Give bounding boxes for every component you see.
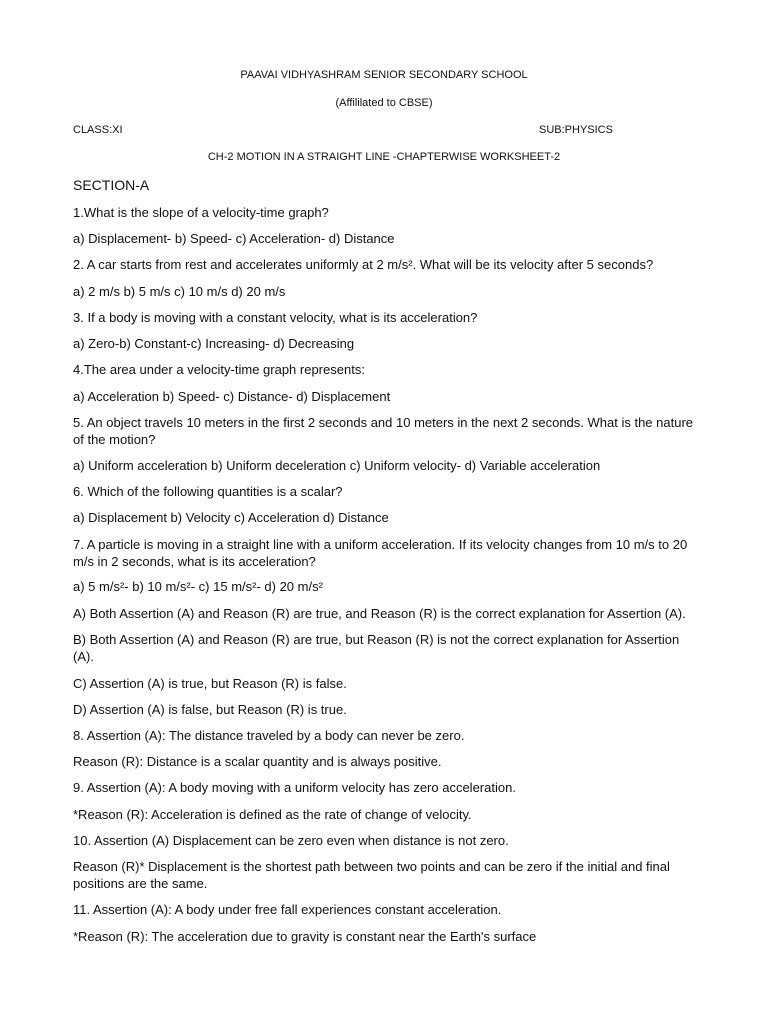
reason-line: Reason (R)* Displacement is the shortest path between two points and can be zero if the initial and final positions are the same.	[73, 859, 670, 891]
question-line: 2. A car starts from rest and accelerates uniformly at 2 m/s². What will be its velocity after 5 seconds?	[73, 257, 654, 272]
assertion-line: 10. Assertion (A) Displacement can be zero even when distance is not zero.	[73, 833, 509, 848]
options-line: a) 2 m/s b) 5 m/s c) 10 m/s d) 20 m/s	[73, 284, 286, 299]
options-line: a) Displacement- b) Speed- c) Acceleration- d) Distance	[73, 231, 395, 246]
assertion-line: 11. Assertion (A): A body under free fall experiences constant acceleration.	[73, 902, 502, 917]
reason-line: *Reason (R): The acceleration due to gravity is constant near the Earth's surface	[73, 929, 537, 944]
reason-line: Reason (R): Distance is a scalar quantity and is always positive.	[73, 754, 442, 769]
class-label: CLASS:XI	[73, 124, 123, 136]
school-name: PAAVAI VIDHYASHRAM SENIOR SECONDARY SCHOOL	[240, 69, 528, 81]
question-line: 6. Which of the following quantities is a scalar?	[73, 484, 343, 499]
options-line: a) Uniform acceleration b) Uniform deceleration c) Uniform velocity- d) Variable acceleration	[73, 458, 601, 473]
options-line: a) Displacement b) Velocity c) Acceleration d) Distance	[73, 510, 389, 525]
question-line: 1.What is the slope of a velocity-time graph?	[73, 205, 329, 220]
assertion-line: 9. Assertion (A): A body moving with a uniform velocity has zero acceleration.	[73, 780, 516, 795]
question-line: 3. If a body is moving with a constant velocity, what is its acceleration?	[73, 310, 478, 325]
assertion-option: B) Both Assertion (A) and Reason (R) are true, but Reason (R) is not the correct explanation for Assertion (A).	[73, 632, 680, 664]
question-line: 4.The area under a velocity-time graph represents:	[73, 362, 365, 377]
options-line: a) 5 m/s²- b) 10 m/s²- c) 15 m/s²- d) 20 m/s²	[73, 579, 323, 594]
question-line: 5. An object travels 10 meters in the first 2 seconds and 10 meters in the next 2 seconds. What is the nature of the motion?	[73, 415, 694, 447]
affiliation: (Affililated to CBSE)	[335, 97, 433, 109]
assertion-line: 8. Assertion (A): The distance traveled by a body can never be zero.	[73, 728, 465, 743]
subject-label: SUB:PHYSICS	[539, 124, 613, 136]
worksheet-title: CH-2 MOTION IN A STRAIGHT LINE -CHAPTERWISE WORKSHEET-2	[207, 151, 561, 163]
assertion-option: C) Assertion (A) is true, but Reason (R) is false.	[73, 676, 347, 691]
options-line: a) Zero-b) Constant-c) Increasing- d) Decreasing	[73, 336, 355, 351]
assertion-option: A) Both Assertion (A) and Reason (R) are true, and Reason (R) is the correct explanation for Assertion (A).	[73, 606, 686, 621]
section-heading: SECTION-A	[73, 177, 150, 193]
assertion-option: D) Assertion (A) is false, but Reason (R) is true.	[73, 702, 347, 717]
options-line: a) Acceleration b) Speed- c) Distance- d) Displacement	[73, 389, 391, 404]
question-line: 7. A particle is moving in a straight line with a uniform acceleration. If its velocity changes from 10 m/s to 20 m/s in 2 seconds, what is its acceleration?	[73, 537, 688, 569]
reason-line: *Reason (R): Acceleration is defined as the rate of change of velocity.	[73, 807, 472, 822]
